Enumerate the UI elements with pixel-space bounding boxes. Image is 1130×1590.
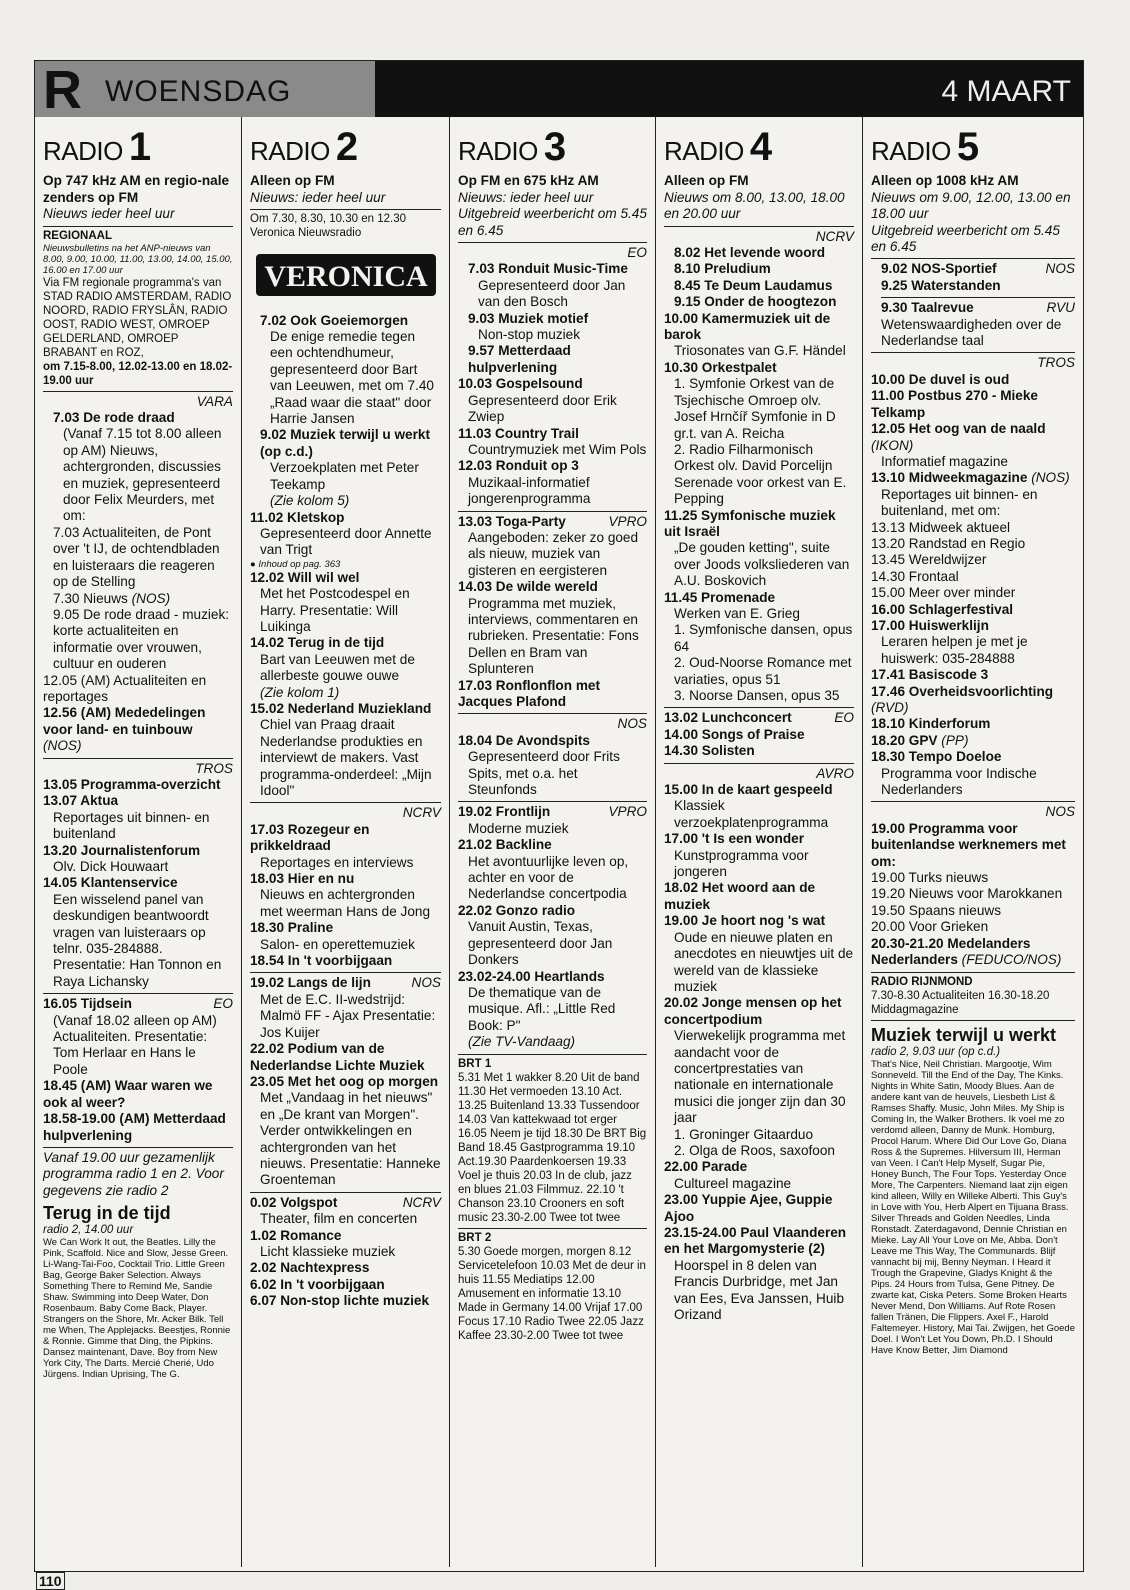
- radio5-column: [862, 117, 1083, 1567]
- program-title: 18.54 In 't voorbijgaan: [250, 953, 393, 969]
- program-title: 15.02 Nederland Muziekland: [250, 700, 432, 716]
- program-title: 7.02 Ook Goeiemorgen: [260, 312, 409, 328]
- program-desc: 2. Radio Filharmonisch Orkest olv. David Porcelijn: [674, 441, 833, 474]
- program-desc: Chiel van Praag draait Nederlandse produkties en interviewt de makers. Vast programma-onderdeel: „Mijn Idool": [260, 717, 432, 798]
- radio1-title: RADIO 1: [43, 125, 151, 169]
- broadcaster-tros: TROS: [195, 760, 233, 776]
- program-desc: Verzoekplaten met Peter Teekamp: [270, 460, 419, 492]
- program-title: 8.10 Preludium: [674, 261, 771, 277]
- program-desc: Moderne muziek: [468, 820, 569, 836]
- program-title: 22.00 Parade: [664, 1159, 748, 1175]
- program-desc: Leraren helpen je met je huiswerk: 035-284888: [881, 634, 1028, 666]
- program-title: 14.30 Solisten: [664, 743, 755, 759]
- broadcaster-ncrv: NCRV: [815, 228, 854, 244]
- radio5-frequency: Alleen op 1008 kHz AM: [871, 173, 1019, 189]
- program-title: 11.03 Country Trail: [458, 425, 579, 441]
- program-title: 21.02 Backline: [458, 837, 552, 853]
- program-title: 8.45 Te Deum Laudamus: [674, 277, 833, 293]
- program-title: 10.00 Kamermuziek uit de barok: [664, 310, 831, 343]
- program-sub: 20.00 Voor Grieken: [871, 919, 989, 935]
- section-letter: R: [43, 60, 80, 120]
- columns: [35, 117, 1083, 1567]
- program-title: 9.02 NOS-Sportief NOS: [881, 261, 1075, 277]
- program-desc: Licht klassieke muziek: [260, 1243, 396, 1259]
- program-title: 6.07 Non-stop lichte muziek: [250, 1293, 430, 1309]
- regional-note: Nieuwsbulletins na het ANP-nieuws van 8.00, 9.00, 10.00, 11.00, 13.00, 14.00, 15.00, 16.00 en 17.00 uur: [43, 242, 233, 276]
- shared-program-note: Vanaf 19.00 uur gezamenlijk programma radio 1 en 2. Voor gegevens zie radio 2: [43, 1149, 224, 1198]
- program-title: 18.04 De Avondspits: [458, 732, 590, 748]
- broadcaster-avro: AVRO: [816, 765, 854, 781]
- program-desc: De enige remedie tegen een ochtendhumeur, gepresenteerd door Bart van Leeuwen, met om 7.40 „Raad waar die staat" door Harrie Jansen: [270, 329, 434, 427]
- program-title: 6.02 In 't voorbijgaan: [250, 1276, 385, 1292]
- program-title: 2.02 Nachtexpress: [250, 1260, 370, 1276]
- radio2-column: [241, 117, 449, 1567]
- program-sub: 13.20 Randstad en Regio: [871, 535, 1026, 551]
- program-title: 15.00 In de kaart gespeeld: [664, 782, 833, 798]
- program-title: 9.57 Metterdaad hulpverlening: [468, 343, 571, 375]
- brt1-schedule: 5.31 Met 1 wakker 8.20 Uit de band 11.30 Het vermoeden 13.10 Act. 13.25 Buitenland 13.33 Tussendoor 14.03 Van kattekwaad tot erger 16.05 Neem je tijd 18.30 De BRT Big Band 18.45 Gastprogramma 19.10 Act.19.30 Paardenkoersen 19.33 Voel je thuis 20.03 In de club, jazz en blues 21.03 Filmmuz. 22.10 't Chanson 23.10 Crooners en soft music 23.30-2.00 Twee tot twee: [458, 1071, 647, 1224]
- program-desc: Bart van Leeuwen met de allerbeste gouwe ouwe: [260, 651, 415, 684]
- program-title: 9.30 Taalrevue RVU: [881, 300, 1075, 316]
- program-title: 9.25 Waterstanden: [881, 277, 1001, 293]
- veronica-logo: [254, 248, 438, 302]
- program-title: 11.45 Promenade: [664, 589, 776, 605]
- program-title: 12.05 Het oog van de naald (IKON): [871, 421, 1046, 453]
- muziek-box-playlist: That's Nice, Neil Christian. Margootje, Wim Sonneveld. Till the End of the Day, The Kinks. Nights in White Satin, Moody Blues. Aan de andere kant van de heuvels, Liesbeth List & Ramses Shaffy. Music, John Miles. My Ship is Coming In, the Walker Brothers. Ik voel me zo verdomd alleen, Danny de Munk. Homburg, Procol Harum. Where Did Our Love Go, Diana Ross & the Supremes. Hilversum III, Herman van Veen. I Can't Help Myself, Sugar Pie, Honey Bunch, The Four Tops. Yesterday Once More, The Carpenters. Niemand laat zijn eigen kind alleen, Willy en Willeke Alberti. This Guy's in Love with You, Herb Alpert en Tijuana Brass. Silver Threads and Golden Needles, Linda Ronstadt. Zaterdagavond, Dennie Christian en Mieke. Lay All Your Love on Me, Abba. Don't Leave me This Way, The Communards. Blijf vannacht bij mij, Benny Neyman. I Heard it Trough the Grapevine, Gladys Knight & the Pips. 24 Hours from Tulsa, Gene Pitney. De zwarte kat, Ciska Peters. Some Broken Hearts Never Mend, Don Williams. Auf Rote Rosen fallen Tränen, Die Flippers. Axel F., Harold Faltemeyer. History, Mai Tai. Zwijgen, het Goede Doel. I Won't Let You Down, Ph.D. I Should Have Know Better, Jim Diamond: [871, 1058, 1075, 1356]
- program-title: 17.03 Ronflonflon met Jacques Plafond: [458, 677, 600, 709]
- program-title: 19.02 Frontlijn VPRO: [458, 804, 647, 820]
- program-title: 22.02 Podium van de Nederlandse Lichte Muziek: [250, 1041, 425, 1073]
- program-title: 1.02 Romance: [250, 1227, 342, 1243]
- program-title: 13.02 Lunchconcert EO: [664, 710, 854, 726]
- page-number: 110: [36, 1572, 65, 1590]
- program-title: 16.00 Schlagerfestival: [871, 601, 1014, 617]
- program-desc: De thematique van de musique. Afl.: „Little Red Book: P": [468, 984, 616, 1033]
- brt2-heading: BRT 2: [458, 1231, 492, 1244]
- regional-heading: REGIONAAL: [43, 229, 112, 242]
- program-desc: Reportages uit binnen- en buitenland, met om:: [881, 486, 1038, 519]
- program-desc: Kunstprogramma voor jongeren: [674, 847, 809, 880]
- program-desc: Een wisselend panel van deskundigen beantwoordt vragen van luisteraars op telnr. 035-284888. Presentatie: Han Tonnon en Raya Lichansky: [53, 891, 222, 989]
- program-title: 10.03 Gospelsound: [458, 376, 583, 392]
- radio2-veronica-news: Om 7.30, 8.30, 10.30 en 12.30 Veronica Nieuwsradio: [250, 213, 407, 240]
- header-banner: [35, 60, 1083, 120]
- program-title: 18.03 Hier en nu: [250, 871, 355, 887]
- program-title: 13.10 Midweekmagazine (NOS): [871, 470, 1070, 486]
- date: 4 MAART: [941, 75, 1071, 108]
- program-desc: Het avontuurlijke leven op, achter en voor de Nederlandse concertpodia: [468, 853, 629, 902]
- program-desc: Non-stop muziek: [478, 327, 580, 343]
- program-desc: 3. Noorse Dansen, opus 35: [674, 688, 840, 703]
- program-desc: Gepresenteerd door Jan van den Bosch: [478, 277, 626, 310]
- program-title: 16.05 Tijdsein EO: [43, 996, 233, 1012]
- program-title: 13.03 Toga-Party VPRO: [458, 513, 647, 529]
- program-desc: Met de E.C. II-wedstrijd: Malmö FF - Ajax Presentatie: Jos Kuijer: [260, 991, 436, 1040]
- program-title: 13.07 Aktua: [43, 793, 119, 809]
- program-desc: Oude en nieuwe platen en anecdotes en nieuwtjes uit de wereld van de klassieke muziek: [674, 929, 854, 994]
- program-title: 19.00 Je hoort nog 's wat: [664, 913, 826, 929]
- program-sub: 7.03 Actualiteiten, de Pont over 't IJ, de ochtendbladen en luisteraars die reageren op de Stelling: [53, 524, 220, 590]
- program-title: 7.03 Ronduit Music-Time: [468, 261, 628, 277]
- program-desc: Aangeboden: zeker zo goed als nieuw, muziek van gisteren en eergisteren: [468, 529, 639, 578]
- program-title: 18.20 GPV (PP): [871, 732, 969, 748]
- program-desc: Wetenswaardigheden over de Nederlandse taal: [881, 316, 1062, 349]
- radio5-news: Nieuws om 9.00, 12.00, 13.00 en 18.00 uur: [871, 189, 1071, 222]
- program-title: 12.02 Will wil wel: [250, 569, 360, 585]
- program-desc: (Vanaf 7.15 tot 8.00 alleen op AM) Nieuws, achtergronden, discussies en muziek, gepresenteerd door Felix Meurders, met om:: [63, 426, 222, 524]
- program-title: 17.00 't Is een wonder: [664, 831, 804, 847]
- program-desc: Met „Vandaag in het nieuws" en „De krant van Morgen". Verder ontwikkelingen en achtergronden van het nieuws. Presentatie: Hanneke Groenteman: [260, 1090, 441, 1188]
- program-desc: Theater, film en concerten: [260, 1211, 418, 1227]
- radio3-column: [449, 117, 655, 1567]
- program-title: 13.20 Journalistenforum: [43, 842, 201, 858]
- radio2-news: Nieuws: ieder heel uur: [250, 189, 386, 205]
- radio2-title: RADIO 2: [250, 125, 358, 169]
- program-title: 9.03 Muziek motief: [468, 310, 589, 326]
- program-title: 18.58-19.00 (AM) Metterdaad hulpverlening: [43, 1111, 226, 1143]
- program-sub: 13.13 Midweek aktueel: [871, 519, 1011, 535]
- program-title: 17.46 Overheidsvoorlichting (RVD): [871, 683, 1054, 715]
- program-sub: 7.30 Nieuws (NOS): [53, 590, 171, 606]
- program-title: 23.15-24.00 Paul Vlaanderen en het Margomysterie (2): [664, 1225, 847, 1257]
- program-desc: 1. Symfonie Orkest van de Tsjechische Omroep olv. Josef Hrnčíř Symfonie in D gr.t. van A. Reicha: [674, 376, 836, 441]
- brt2-schedule: 5.30 Goede morgen, morgen 8.12 Servicetelefoon 10.03 Met de deur in huis 11.55 Mediatips 12.00 Amusement en informatie 13.10 Made in Germany 14.00 Vrijaf 17.00 Focus 17.10 Radio Twee 22.05 Jazz Kaffee 23.30-2.00 Twee tot twee: [458, 1245, 646, 1342]
- regional-text: Via FM regionale programma's van STAD RADIO AMSTERDAM, RADIO NOORD, RADIO FRYSLÂN, RADIO OOST, RADIO WEST, OMROEP GELDERLAND, OMROEP BRABANT en ROZ,: [43, 276, 232, 359]
- program-desc: Countrymuziek met Wim Pols: [468, 441, 647, 457]
- program-sub: 19.20 Nieuws voor Marokkanen: [871, 886, 1063, 902]
- program-title: 14.05 Klantenservice: [43, 875, 178, 891]
- program-title: 23.02-24.00 Heartlands: [458, 968, 605, 984]
- program-title: 18.10 Kinderforum: [871, 716, 991, 732]
- radio5-title: RADIO 5: [871, 125, 979, 169]
- terug-box-playlist: We Can Work It out, the Beatles. Lilly the Pink, Scaffold. Nice and Slow, Jesse Green. Li-Wang-Tai-Foo, Cocktail Trio. Little Green Bag, George Baker Selection. Always Something There to Remind Me, Sandie Shaw. Swimming into Deep Water, Don Rosenbaum. Baby Come Back, Player. Strangers on the Shore, Mr. Acker Bilk. Tell me When, The Applejacks. Beestjes, Ronnie & Ronnie. Gimme that Ding, the Pipkins. Dansez maintenant, Dave. Boy from New York City, The Darts. Mercié Cherié, Udo Jürgens. Indian Uprising, The G.: [43, 1237, 231, 1381]
- program-title: 22.02 Gonzo radio: [458, 902, 576, 918]
- program-desc: 2. Oud-Noorse Romance met variaties, opus 51: [674, 655, 852, 687]
- program-sub: 9.05 De rode draad - muziek: korte actualiteiten en informatie over vrouwen, cultuur en ouderen: [53, 606, 230, 672]
- radio4-frequency: Alleen op FM: [664, 173, 749, 189]
- program-desc: Klassiek verzoekplatenprogramma: [674, 798, 829, 830]
- program-title: 14.03 De wilde wereld: [458, 579, 598, 595]
- program-title: 18.02 Het woord aan de muziek: [664, 880, 816, 912]
- program-title: 20.30-21.20 Medelanders Nederlanders (FEDUCO/NOS): [871, 935, 1062, 968]
- program-title: 10.30 Orkestpalet: [664, 359, 777, 375]
- broadcaster-nos: NOS: [617, 716, 647, 732]
- program-title: 17.03 Rozegeur en prikkeldraad: [250, 821, 370, 854]
- brt1-heading: BRT 1: [458, 1057, 492, 1070]
- program-desc: 1. Symfonische dansen, opus 64: [674, 622, 853, 654]
- weekday: WOENSDAG: [105, 75, 292, 108]
- program-desc: Programma voor Indische Nederlanders: [881, 765, 1037, 798]
- radio1-frequency: Op 747 kHz AM en regio-nale zenders op FM: [43, 173, 230, 205]
- radio4-news: Nieuws om 8.00, 13.00, 18.00 en 20.00 uur: [664, 189, 845, 222]
- program-desc: Hoorspel in 8 delen van Francis Durbridge, met Jan van Ees, Eva Janssen, Huib Orizand: [674, 1257, 845, 1323]
- radio2-frequency: Alleen op FM: [250, 173, 335, 189]
- program-title: 13.05 Programma-overzicht: [43, 776, 221, 792]
- broadcaster-tros: TROS: [1037, 355, 1075, 371]
- program-title: 11.00 Postbus 270 - Mieke Telkamp: [871, 388, 1038, 420]
- radio4-column: [655, 117, 862, 1567]
- program-title: 18.30 Tempo Doeloe: [871, 749, 1002, 765]
- program-desc: Triosonates van G.F. Händel: [674, 343, 846, 359]
- program-title: 0.02 Volgspot NCRV: [250, 1194, 441, 1210]
- program-desc: 2. Olga de Roos, saxofoon: [674, 1142, 835, 1158]
- radio3-news: Nieuws: ieder heel uur: [458, 189, 594, 205]
- radio4-title: RADIO 4: [664, 125, 772, 169]
- program-sub: 13.45 Wereldwijzer: [871, 552, 987, 568]
- program-desc: „De gouden ketting", suite over Joods volksliederen van A.U. Boskovich: [674, 540, 850, 589]
- program-title: 8.02 Het levende woord: [674, 245, 826, 261]
- program-desc: 1. Groninger Gitaarduo: [674, 1126, 814, 1142]
- program-title: 12.03 Ronduit op 3: [458, 458, 579, 474]
- program-title: 23.00 Yuppie Ajee, Guppie Ajoo: [664, 1192, 833, 1224]
- program-desc: Olv. Dick Houwaart: [53, 859, 169, 874]
- program-desc: Muzikaal-informatief jongerenprogramma: [468, 474, 591, 507]
- terug-box-sub: radio 2, 14.00 uur: [43, 1224, 134, 1237]
- broadcaster-ncrv: NCRV: [402, 805, 441, 821]
- program-ref: (Zie kolom 1): [260, 684, 340, 700]
- program-desc: Informatief magazine: [881, 453, 1008, 469]
- program-sub: 15.00 Meer over minder: [871, 585, 1016, 601]
- program-ref: (Zie TV-Vandaag): [468, 1034, 576, 1050]
- muziek-box-title: Muziek terwijl u werkt: [871, 1024, 1057, 1045]
- program-title: 9.02 Muziek terwijl u werkt (op c.d.): [260, 427, 430, 459]
- program-sub: 19.00 Turks nieuws: [871, 870, 989, 886]
- program-desc: Vierwekelijk programma met aandacht voor de concertprestaties van nationale en internationale musici die jonger zijn dan 30 jaar: [674, 1028, 846, 1126]
- program-title: 23.05 Met het oog op morgen: [250, 1073, 439, 1089]
- program-title: 19.00 Programma voor buitenlandse werknemers met om:: [871, 820, 1066, 869]
- program-title: 18.45 (AM) Waar waren we ook al weer?: [43, 1078, 213, 1110]
- program-desc: Cultureel magazine: [674, 1175, 792, 1191]
- program-title: 18.30 Praline: [250, 920, 334, 936]
- program-desc: Serenade voor orkest van E. Pepping: [674, 474, 847, 507]
- rijnmond-schedule: 7.30-8.30 Actualiteiten 16.30-18.20 Middagmagazine: [871, 989, 1050, 1016]
- regional-times: om 7.15-8.00, 12.02-13.00 en 18.02-19.00 uur: [43, 360, 233, 387]
- program-sub: 19.50 Spaans nieuws: [871, 902, 1001, 918]
- magazine-page: [34, 60, 1084, 1572]
- program-desc: Reportages uit binnen- en buitenland: [53, 809, 210, 842]
- veronica-logo-text: VERONICA: [264, 260, 428, 294]
- broadcaster-vara: VARA: [196, 393, 233, 409]
- radio3-weather: Uitgebreid weerbericht om 5.45 en 6.45: [458, 206, 647, 238]
- program-desc: Reportages en interviews: [260, 854, 414, 870]
- page-ref: ● Inhoud op pag. 363: [250, 558, 341, 570]
- radio3-frequency: Op FM en 675 kHz AM: [458, 173, 599, 189]
- program-desc: Programma met muziek, interviews, commentaren en rubrieken. Presentatie: Fons Dellen en Bram van Splunteren: [468, 595, 639, 677]
- radio1-news: Nieuws ieder heel uur: [43, 206, 175, 222]
- program-desc: Gepresenteerd door Frits Spits, met o.a. het Steunfonds: [468, 749, 620, 798]
- program-title: 12.56 (AM) Mededelingen voor land- en tuinbouw (NOS): [43, 705, 206, 754]
- muziek-box-sub: radio 2, 9.03 uur (op c.d.): [871, 1045, 1001, 1058]
- header-day-block: [35, 60, 375, 120]
- program-title: 11.02 Kletskop: [250, 509, 345, 525]
- program-desc: Salon- en operettemuziek: [260, 936, 415, 952]
- program-title: 10.00 De duvel is oud: [871, 371, 1010, 387]
- program-title: 14.00 Songs of Praise: [664, 726, 805, 742]
- radio5-weather: Uitgebreid weerbericht om 5.45 en 6.45: [871, 222, 1060, 255]
- program-desc: (Vanaf 18.02 alleen op AM) Actualiteiten. Presentatie: Tom Herlaar en Hans le Poole: [53, 1012, 217, 1077]
- program-desc: Vanuit Austin, Texas, gepresenteerd door Jan Donkers: [468, 919, 613, 968]
- broadcaster-eo: EO: [627, 245, 647, 261]
- program-title: 7.03 De rode draad: [53, 410, 175, 426]
- program-sub: 12.05 (AM) Actualiteiten en reportages: [43, 672, 207, 704]
- radio3-title: RADIO 3: [458, 125, 566, 169]
- program-title: 17.41 Basiscode 3: [871, 667, 989, 683]
- program-sub: 14.30 Frontaal: [871, 568, 959, 584]
- program-title: 11.25 Symfonische muziek uit Israël: [664, 507, 836, 539]
- program-title: 20.02 Jonge mensen op het concertpodium: [664, 995, 842, 1027]
- rijnmond-heading: RADIO RIJNMOND: [871, 975, 973, 988]
- program-desc: Nieuws en achtergronden met weerman Hans de Jong: [260, 887, 431, 919]
- program-desc: Gepresenteerd door Erik Zwiep: [468, 392, 617, 425]
- program-title: 17.00 Huiswerklijn: [871, 617, 989, 633]
- program-desc: Werken van E. Grieg: [674, 605, 800, 621]
- radio1-column: [35, 117, 241, 1567]
- program-title: 9.15 Onder de hoogtezon: [674, 294, 837, 310]
- terug-box-title: Terug in de tijd: [43, 1203, 171, 1224]
- broadcaster-nos: NOS: [1045, 804, 1075, 820]
- program-ref: (Zie kolom 5): [270, 493, 350, 509]
- program-desc: Met het Postcodespel en Harry. Presentatie: Will Luikinga: [260, 586, 410, 634]
- program-title: 14.02 Terug in de tijd: [250, 635, 385, 651]
- program-desc: Gepresenteerd door Annette van Trigt: [260, 525, 432, 558]
- program-title: 19.02 Langs de lijn NOS: [250, 975, 441, 991]
